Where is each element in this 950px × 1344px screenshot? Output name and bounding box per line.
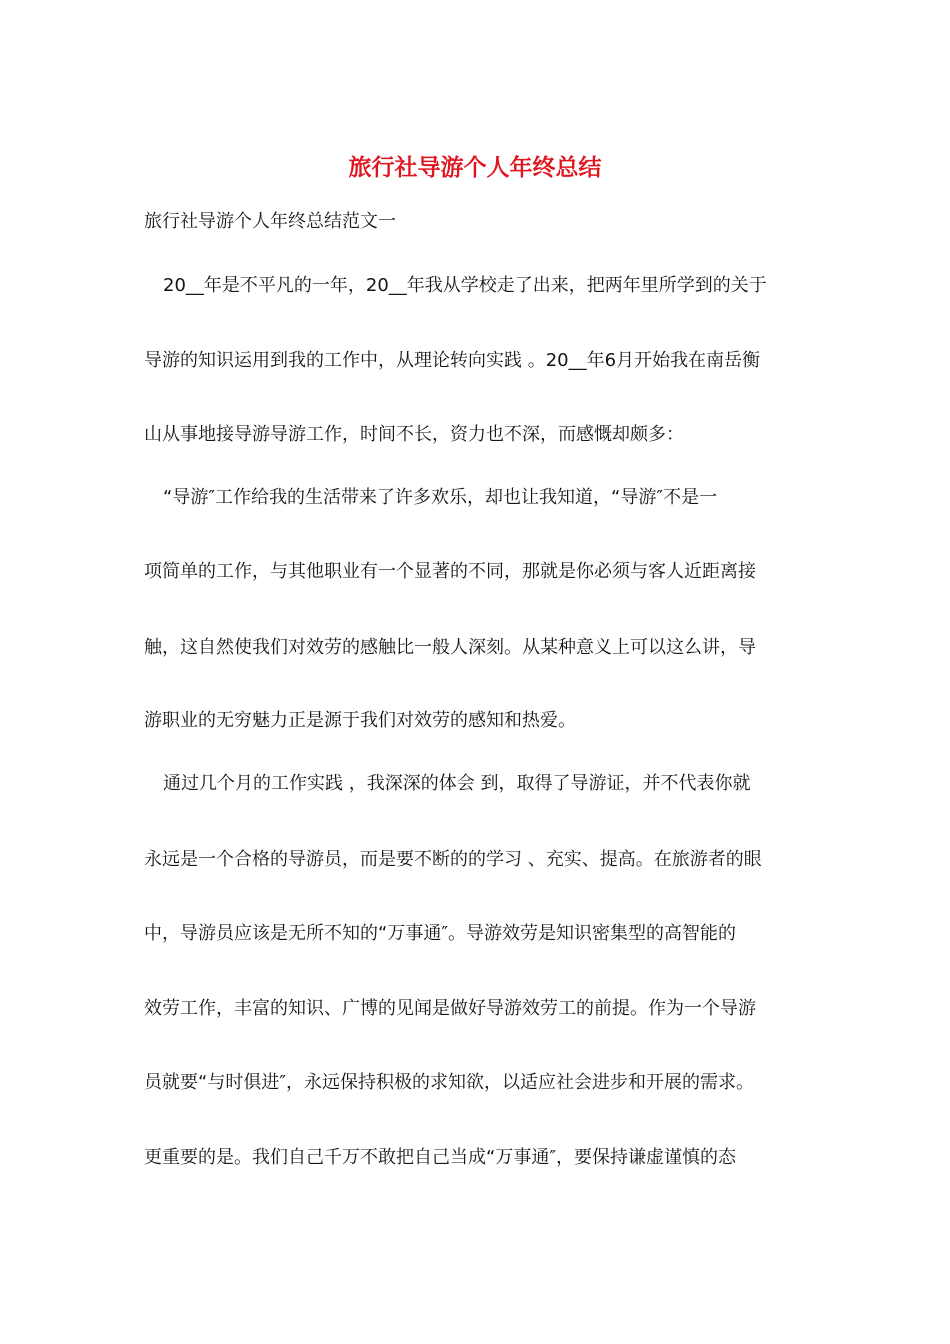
paragraph-line: 游职业的无穷魅力正是源于我们对效劳的感知和热爱。 — [144, 710, 576, 731]
paragraph-line: 20__年是不平凡的一年，20__年我从学校走了出来，把两年里所学到的关于 — [163, 275, 767, 296]
paragraph-line: 中，导游员应该是无所不知的“万事通″。导游效劳是知识密集型的高智能的 — [144, 923, 737, 944]
paragraph-line: 更重要的是。我们自己千万不敢把自己当成“万事通″，要保持谦虚谨慎的态 — [144, 1147, 737, 1168]
document-title: 旅行社导游个人年终总结 — [348, 154, 602, 181]
paragraph-line: 效劳工作，丰富的知识、广博的见闻是做好导游效劳工的前提。作为一个导游 — [144, 998, 756, 1019]
paragraph-line: 山从事地接导游导游工作，时间不长，资力也不深，而感慨却颇多： — [144, 424, 684, 445]
paragraph-line: 通过几个月的工作实践 ，我深深的体会 到，取得了导游证，并不代表你就 — [163, 773, 751, 794]
paragraph-line: 导游的知识运用到我的工作中，从理论转向实践 。20__年6月开始我在南岳衡 — [144, 350, 761, 371]
document-subtitle: 旅行社导游个人年终总结范文一 — [144, 211, 396, 232]
paragraph-line: 永远是一个合格的导游员，而是要不断的的学习 、充实、提高。在旅游者的眼 — [144, 849, 762, 870]
paragraph-line: 员就要“与时俱进″，永远保持积极的求知欲，以适应社会进步和开展的需求。 — [144, 1072, 755, 1093]
paragraph-line: 触，这自然使我们对效劳的感触比一般人深刻。从某种意义上可以这么讲，导 — [144, 637, 756, 658]
paragraph-line: “导游″工作给我的生活带来了许多欢乐，却也让我知道，“导游″不是一 — [163, 487, 718, 508]
paragraph-line: 项简单的工作，与其他职业有一个显著的不同，那就是你必须与客人近距离接 — [144, 561, 756, 582]
